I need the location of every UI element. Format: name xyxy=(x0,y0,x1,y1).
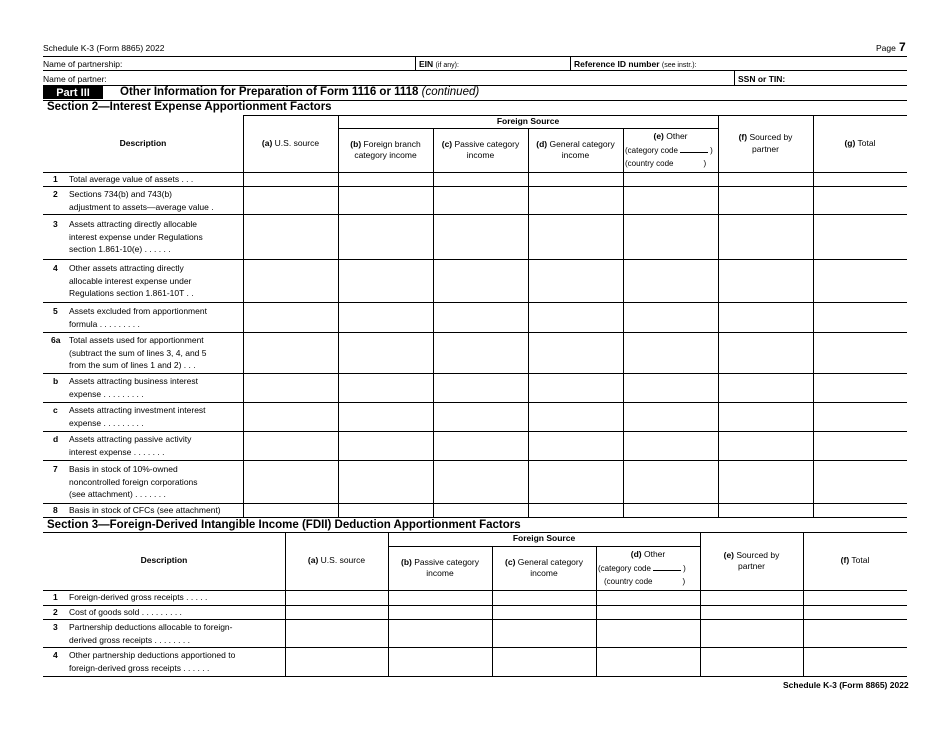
table-row xyxy=(0,173,243,187)
amount-input[interactable] xyxy=(624,303,717,331)
line-description: Total assets used for apportionment (subtract the sum of lines 3, 4, and 5 from the sum of lines 1 and 2) . . . xyxy=(69,335,207,370)
amount-input[interactable] xyxy=(529,333,622,372)
amount-input[interactable] xyxy=(701,591,802,604)
table-row xyxy=(0,218,243,263)
line-number: 6a xyxy=(51,335,61,345)
col-header-us-source: (a) U.S. source xyxy=(261,137,320,148)
amount-input[interactable] xyxy=(597,648,699,675)
amount-input[interactable] xyxy=(804,591,906,604)
line-number: d xyxy=(53,434,59,444)
header-rule xyxy=(43,56,907,57)
table-row xyxy=(0,305,243,335)
table-row xyxy=(0,621,285,649)
table-row xyxy=(0,334,243,375)
table-row xyxy=(0,591,285,606)
amount-input[interactable] xyxy=(804,620,906,646)
amount-input[interactable] xyxy=(701,606,802,618)
line-description: Basis in stock of CFCs (see attachment) xyxy=(69,505,221,515)
line-number: 1 xyxy=(53,592,58,602)
table-row xyxy=(0,375,243,404)
col-header-description: Description xyxy=(119,137,167,148)
amount-input[interactable] xyxy=(719,461,812,502)
line-description: Assets attracting business interest expense . . . . . . . . . xyxy=(69,376,198,399)
amount-input[interactable] xyxy=(493,620,595,646)
amount-input[interactable] xyxy=(814,432,906,459)
amount-input[interactable] xyxy=(339,403,432,430)
amount-input[interactable] xyxy=(434,187,527,213)
line-description: Other assets attracting directly allocable interest expense under Regulations section 1.861-10T . . xyxy=(69,263,194,298)
amount-input[interactable] xyxy=(244,333,337,372)
amount-input[interactable] xyxy=(701,648,802,675)
amount-input[interactable] xyxy=(493,591,595,604)
amount-input[interactable] xyxy=(339,333,432,372)
line-description: Cost of goods sold . . . . . . . . . xyxy=(69,607,182,617)
line-number: 5 xyxy=(53,306,58,316)
col-header-sourced-by-partner: (e) Sourced by partner xyxy=(723,549,780,571)
amount-input[interactable] xyxy=(244,432,337,459)
amount-input[interactable] xyxy=(529,260,622,301)
amount-input[interactable] xyxy=(814,173,906,185)
form-name-header: Schedule K-3 (Form 8865) 2022 xyxy=(43,43,165,53)
foreign-source-header: Foreign Source xyxy=(512,533,576,544)
col-header-total: (g) Total xyxy=(844,137,876,148)
page-number: 7 xyxy=(899,40,906,54)
col-header-other: (d) Other (category code ) (country code ) xyxy=(598,549,686,586)
line-description: Other partnership deductions apportioned to foreign-derived gross receipts . . . . . . xyxy=(69,650,236,673)
amount-input[interactable] xyxy=(286,620,387,646)
line-description: Foreign-derived gross receipts . . . . . xyxy=(69,592,208,602)
amount-input[interactable] xyxy=(434,432,527,459)
col-header-description: Description xyxy=(140,555,188,566)
col-header-other: (e) Other (category code ) (country code ) xyxy=(625,131,713,168)
amount-input[interactable] xyxy=(339,432,432,459)
amount-input[interactable] xyxy=(244,173,337,185)
amount-input[interactable] xyxy=(814,215,906,258)
form-name-footer: Schedule K-3 (Form 8865) 2022 xyxy=(783,680,909,690)
amount-input[interactable] xyxy=(339,260,432,301)
amount-input[interactable] xyxy=(529,187,622,213)
line-description: Total average value of assets . . . xyxy=(69,174,194,184)
amount-input[interactable] xyxy=(493,606,595,618)
amount-input[interactable] xyxy=(529,504,622,516)
line-description: Partnership deductions allocable to foreign- derived gross receipts . . . . . . . . xyxy=(69,622,233,645)
amount-input[interactable] xyxy=(814,187,906,213)
amount-input[interactable] xyxy=(719,504,812,516)
amount-input[interactable] xyxy=(434,403,527,430)
amount-input[interactable] xyxy=(529,303,622,331)
amount-input[interactable] xyxy=(719,260,812,301)
amount-input[interactable] xyxy=(529,173,622,185)
amount-input[interactable] xyxy=(244,215,337,258)
foreign-source-header: Foreign Source xyxy=(496,115,560,126)
amount-input[interactable] xyxy=(814,303,906,331)
section3-title: Section 3—Foreign-Derived Intangible Income (FDII) Deduction Apportionment Factors xyxy=(47,519,521,531)
amount-input[interactable] xyxy=(339,303,432,331)
col-header-sourced-by-partner: (f) Sourced by partner xyxy=(738,132,793,154)
amount-input[interactable] xyxy=(434,215,527,258)
amount-input[interactable] xyxy=(624,215,717,258)
amount-input[interactable] xyxy=(529,403,622,430)
line-number: 8 xyxy=(53,505,58,515)
amount-input[interactable] xyxy=(624,187,717,213)
reference-id-label: Reference ID number (see instr.): xyxy=(574,59,697,69)
table-row xyxy=(0,188,243,216)
amount-input[interactable] xyxy=(244,260,337,301)
table-row xyxy=(0,262,243,305)
amount-input[interactable] xyxy=(701,620,802,646)
line-number: 7 xyxy=(53,464,58,474)
amount-input[interactable] xyxy=(814,403,906,430)
amount-input[interactable] xyxy=(244,403,337,430)
line-description: Sections 734(b) and 743(b) adjustment to assets—average value . xyxy=(69,189,214,212)
amount-input[interactable] xyxy=(804,648,906,675)
amount-input[interactable] xyxy=(286,591,387,604)
amount-input[interactable] xyxy=(624,461,717,502)
page-label: Page xyxy=(876,43,896,53)
ein-label: EIN (if any): xyxy=(419,59,459,69)
line-description: Assets excluded from apportionment formula . . . . . . . . . xyxy=(69,306,207,329)
amount-input[interactable] xyxy=(339,461,432,502)
line-description: Assets attracting directly allocable interest expense under Regulations section 1.861-10(e) . . . . . . xyxy=(69,219,203,254)
partnership-name-label: Name of partnership: xyxy=(43,59,123,69)
amount-input[interactable] xyxy=(389,648,491,675)
amount-input[interactable] xyxy=(244,504,337,516)
amount-input[interactable] xyxy=(719,173,812,185)
col-header-general: (d) General category income xyxy=(536,138,615,160)
amount-input[interactable] xyxy=(624,374,717,401)
amount-input[interactable] xyxy=(624,504,717,516)
col-header-foreign-branch: (b) Foreign branch category income xyxy=(350,138,421,160)
amount-input[interactable] xyxy=(286,648,387,675)
table-row xyxy=(0,606,285,620)
amount-input[interactable] xyxy=(597,591,699,604)
amount-input[interactable] xyxy=(719,187,812,213)
amount-input[interactable] xyxy=(434,461,527,502)
line-description: Assets attracting passive activity interest expense . . . . . . . xyxy=(69,434,192,457)
col-header-total: (f) Total xyxy=(840,555,870,566)
amount-input[interactable] xyxy=(719,374,812,401)
amount-input[interactable] xyxy=(624,173,717,185)
table-row xyxy=(0,649,285,678)
col-header-general: (c) General category income xyxy=(505,556,583,578)
amount-input[interactable] xyxy=(339,504,432,516)
amount-input[interactable] xyxy=(434,333,527,372)
amount-input[interactable] xyxy=(814,504,906,516)
line-number: 2 xyxy=(53,607,58,617)
line-number: 4 xyxy=(53,650,58,660)
amount-input[interactable] xyxy=(719,432,812,459)
amount-input[interactable] xyxy=(493,648,595,675)
amount-input[interactable] xyxy=(719,403,812,430)
section2-title: Section 2—Interest Expense Apportionment Factors xyxy=(47,101,332,113)
amount-input[interactable] xyxy=(814,461,906,502)
line-number: c xyxy=(53,405,58,415)
part-title: Other Information for Preparation of Form 1116 or 1118 (continued) xyxy=(120,86,480,98)
amount-input[interactable] xyxy=(529,432,622,459)
amount-input[interactable] xyxy=(529,374,622,401)
amount-input[interactable] xyxy=(814,374,906,401)
amount-input[interactable] xyxy=(624,333,717,372)
line-number: 3 xyxy=(53,219,58,229)
line-number: 1 xyxy=(53,174,58,184)
amount-input[interactable] xyxy=(389,591,491,604)
amount-input[interactable] xyxy=(434,303,527,331)
amount-input[interactable] xyxy=(529,215,622,258)
amount-input[interactable] xyxy=(389,620,491,646)
col-header-passive: (b) Passive category income xyxy=(401,556,479,578)
line-number: 4 xyxy=(53,263,58,273)
line-description: Assets attracting investment interest expense . . . . . . . . . xyxy=(69,405,206,428)
amount-input[interactable] xyxy=(434,374,527,401)
table-row xyxy=(0,463,243,506)
amount-input[interactable] xyxy=(339,187,432,213)
line-number: 3 xyxy=(53,622,58,632)
line-description: Basis in stock of 10%-owned noncontrolled foreign corporations (see attachment) . . . . . . . xyxy=(69,464,198,499)
amount-input[interactable] xyxy=(719,215,812,258)
amount-input[interactable] xyxy=(339,215,432,258)
amount-input[interactable] xyxy=(624,260,717,301)
amount-input[interactable] xyxy=(244,374,337,401)
amount-input[interactable] xyxy=(529,461,622,502)
amount-input[interactable] xyxy=(434,260,527,301)
amount-input[interactable] xyxy=(804,606,906,618)
amount-input[interactable] xyxy=(434,173,527,185)
amount-input[interactable] xyxy=(624,432,717,459)
amount-input[interactable] xyxy=(389,606,491,618)
amount-input[interactable] xyxy=(286,606,387,618)
line-number: b xyxy=(53,376,59,386)
amount-input[interactable] xyxy=(597,606,699,618)
table-row xyxy=(0,504,243,518)
ssn-tin-label: SSN or TIN: xyxy=(738,74,786,84)
amount-input[interactable] xyxy=(814,333,906,372)
amount-input[interactable] xyxy=(244,187,337,213)
col-header-passive: (c) Passive category income xyxy=(441,138,520,160)
amount-input[interactable] xyxy=(719,333,812,372)
amount-input[interactable] xyxy=(244,461,337,502)
amount-input[interactable] xyxy=(597,620,699,646)
amount-input[interactable] xyxy=(339,374,432,401)
table-row xyxy=(0,433,243,462)
line-number: 2 xyxy=(53,189,58,199)
amount-input[interactable] xyxy=(814,260,906,301)
amount-input[interactable] xyxy=(719,303,812,331)
part-badge: Part III xyxy=(43,86,103,99)
table-row xyxy=(0,404,243,433)
partner-name-label: Name of partner: xyxy=(43,74,107,84)
amount-input[interactable] xyxy=(244,303,337,331)
amount-input[interactable] xyxy=(624,403,717,430)
amount-input[interactable] xyxy=(434,504,527,516)
amount-input[interactable] xyxy=(339,173,432,185)
col-header-us-source: (a) U.S. source xyxy=(307,555,366,566)
